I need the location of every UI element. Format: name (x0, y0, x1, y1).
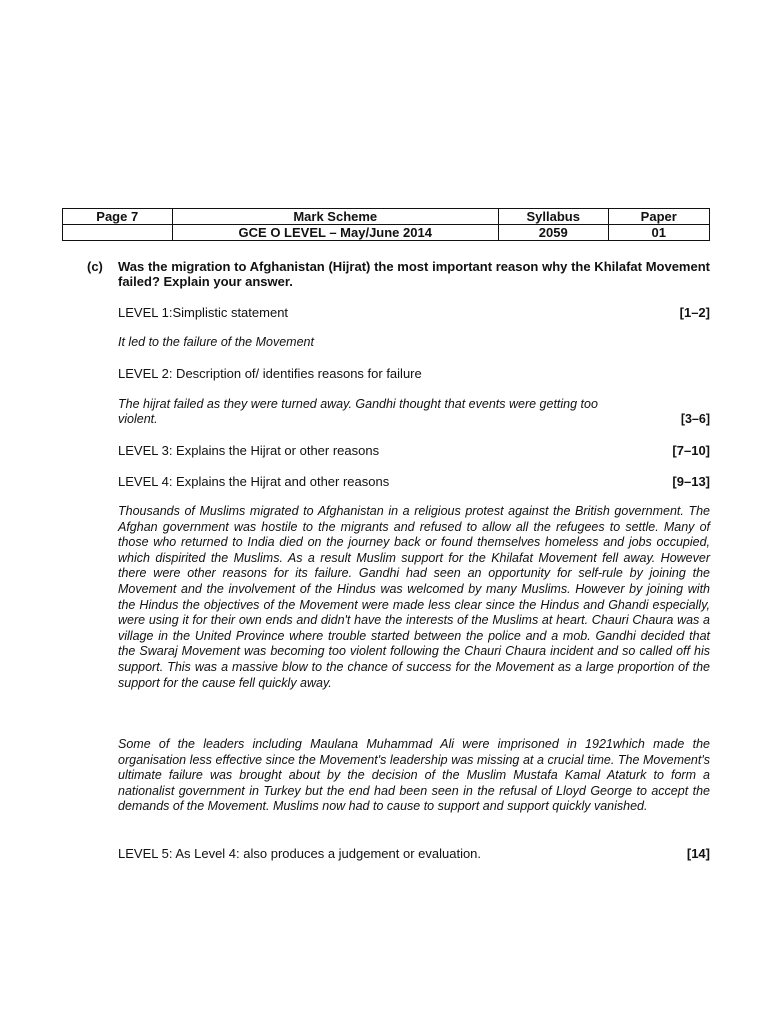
level-2-example-line2: violent. (118, 412, 158, 426)
level-1-example: It led to the failure of the Movement (118, 335, 314, 349)
level-2-example-line1: The hijrat failed as they were turned away. Gandhi thought that events were getting too (118, 397, 598, 411)
level-4-row (118, 474, 710, 489)
blank-cell (63, 225, 173, 241)
level-3-row (118, 443, 710, 458)
level-4-paragraph-1: Thousands of Muslims migrated to Afghanistan in a religious protest against the British government. The Afghan government was hostile to the migrants and refused to allow all the refugees to settle. Many of those who returned to India died on the journey back or found themselves homeless and jobs occupied, which dispirited the Muslims. As a result Muslim support for the Khilafat Movement fell away. However there were other reasons for its failure. Gandhi had seen an opportunity for self-rule by joining the Movement and the involvement of the Hindus was welcomed by many Muslims. However by joining with the Hindus the objectives of the Movement were made less clear since the Hindus and Ghandi especially, were using it for their own ends and didn't have the interests of the Muslims at heart. Chauri Chaura was a village in the United Province where trouble started between the police and a mob. Gandhi decided that the Swaraj Movement was becoming too violent following the Chauri Chaura incident and so called off his support. This was a massive blow to the chance of success for the Movement as a large proportion of the support for the cause fell quickly away. (118, 504, 710, 690)
page-number: Page 7 (63, 209, 173, 225)
level-5-label: LEVEL 5: As Level 4: also produces a judgement or evaluation. (118, 846, 482, 861)
level-2-label: LEVEL 2: Description of/ identifies reasons for failure (118, 366, 422, 381)
level-2-example (118, 397, 710, 427)
paper-label: Paper (608, 209, 710, 225)
level-1-label: LEVEL 1:Simplistic statement (118, 305, 289, 320)
level-4-marks: [9–13] (672, 474, 710, 489)
question-label: (c) (87, 259, 103, 274)
level-2-row (118, 366, 710, 381)
header-table (62, 208, 710, 241)
question-text: Was the migration to Afghanistan (Hijrat) the most important reason why the Khilafat Movement failed? Explain your answer. (118, 259, 710, 289)
level-5-row (118, 846, 710, 861)
level-3-marks: [7–10] (672, 443, 710, 458)
level-1-row (118, 305, 710, 320)
document-title: Mark Scheme (172, 209, 499, 225)
level-3-label: LEVEL 3: Explains the Hijrat or other reasons (118, 443, 380, 458)
level-2-marks: [3–6] (680, 412, 710, 426)
level-4-paragraph-2: Some of the leaders including Maulana Muhammad Ali were imprisoned in 1921which made the organisation less effective since the Movement's leadership was missing at a crucial time. The Movement's ultimate failure was brought about by the decision of the Muslim Mustafa Kamal Ataturk to form a nationalist government in Turkey but the end had been seen in the refusal of Lloyd George to accept the demands of the Movement. Muslims now had to cause to support and support quickly vanished. (118, 737, 710, 814)
level-4-label: LEVEL 4: Explains the Hijrat and other reasons (118, 474, 390, 489)
level-1-marks: [1–2] (679, 305, 710, 320)
level-5-marks: [14] (686, 846, 710, 861)
syllabus-label: Syllabus (499, 209, 609, 225)
syllabus-value: 2059 (499, 225, 609, 241)
exam-session: GCE O LEVEL – May/June 2014 (172, 225, 499, 241)
paper-value: 01 (608, 225, 710, 241)
